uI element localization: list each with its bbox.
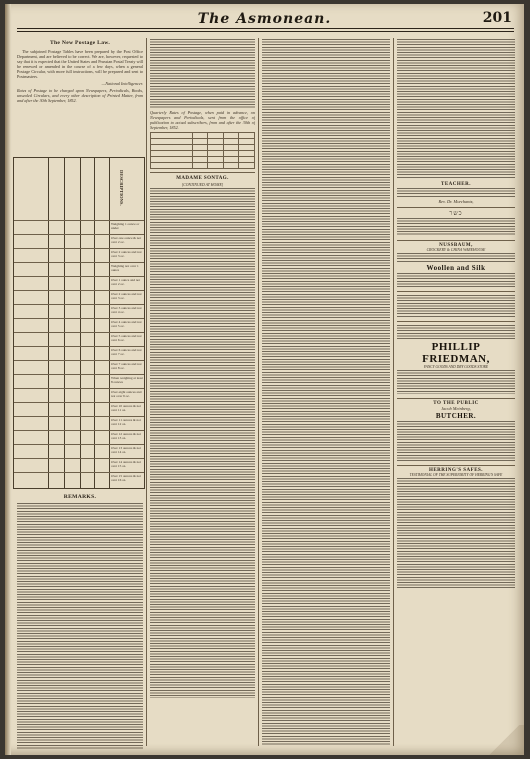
masthead-rule [17,28,514,29]
table-row-description: Over 4 ounces and not over 5 oz. [111,320,142,329]
ad-text [397,421,515,461]
table-cell [223,163,239,169]
column-divider [258,38,259,746]
ad-friedman [397,322,515,399]
ad-text [397,218,515,236]
ad-friedman-sub: FANCY GOODS AND DRY GOODS STORE [423,365,489,369]
column-two [150,38,255,748]
text-block [397,39,515,179]
ad-name: Rev. Dr. Morchantz, [438,199,474,204]
table-row-description: Over 13 ounces & not over 14 oz. [111,446,141,455]
ad-woollen: Woollen and Silk [426,264,486,272]
column-divider [146,38,147,746]
ad-hebrew-1 [397,208,515,241]
table-row [14,220,144,235]
column-advertisements [397,38,515,748]
table-row [14,290,144,305]
table-cell [151,163,193,169]
ad-title: NUSSBAUM, [439,243,473,248]
ad-text [397,478,515,588]
ad-public-name: Jacob Meinberg, [441,406,471,411]
ad-subtitle: CROCKERY & CHINA WAREHOUSE [426,248,486,252]
article-heading: The New Postage Law. [49,40,111,46]
remarks-heading: REMARKS. [63,494,97,500]
remarks-text-block [17,503,143,750]
ad-hebrew-2 [397,292,515,322]
table-row-description: Over 3 ounces and not over 4 oz. [111,306,142,315]
table-row-description: Over 14 ounces & not over 15 oz. [111,460,141,469]
table-row [14,304,144,319]
newspaper-title: The Asmonean. [197,11,332,27]
table-row-description: Over 15 ounces & not over 16 oz. [111,474,141,483]
table-cell [192,163,208,169]
section-rule [150,172,255,173]
page-binding-shadow [5,4,11,755]
table-row [14,318,144,333]
quarterly-rates-table [150,132,255,169]
table-row [14,248,144,263]
table-row-description: Weighing 1 ounce or under [111,222,140,231]
ad-safes-sub: TESTIMONIAL OF THE SUPERIORITY OF HERRING'S SAFE [409,473,503,477]
ad-text [397,188,515,198]
ad-text [397,273,515,287]
masthead-rule-thin [17,31,514,32]
column-three [262,38,390,748]
hebrew-heading: כשר [449,210,463,217]
table-row [14,234,144,249]
table-row-description: Over 6 ounces and not over 7 oz. [111,348,142,357]
table-row-description: Over 12 ounces & not over 13 oz. [111,432,141,441]
ad-title: TEACHER. [441,182,471,187]
sontag-article-text [150,188,255,698]
ad-teacher [397,180,515,208]
table-row [14,346,144,361]
table-row-description: Over 11 ounces & not over 12 oz. [111,418,141,427]
table-row [14,332,144,347]
table-row [14,444,144,459]
table-row-description: Weighing not over 1 ounce [111,264,139,273]
table-row [14,262,144,277]
table-row-description: Over one ounce & not over 2 oz. [111,236,142,245]
table-cell [208,163,224,169]
table-row-description: Over 2 ounces and not over 3 oz. [111,250,142,259]
table-row [14,276,144,291]
newspaper-page [5,4,524,755]
table-row [14,374,144,389]
table-cell [239,163,255,169]
ad-friedman-name: PHILLIP FRIEDMAN, [422,341,490,365]
sontag-subheading: [CONTINUED AT HOME] [181,183,224,187]
schedule-caption: Quarterly Rates of Postage, when paid in advance, on Newspapers and Periodicals, sent from the office of publication to actual subscribers, from and after the 30th of September, 1852. [150,110,255,130]
table-caption: Rates of Postage to be charged upon Newspapers, Periodicals, Books, unsealed Circulars, and every other description of Printed Matter, from and after the 30th September, 1852. [17,88,143,103]
text-block [150,39,255,109]
table-row-description: Over 10 ounces & not over 11 oz. [111,404,141,413]
sontag-heading: MADAME SONTAG. [176,176,229,181]
postage-rates-table [13,157,145,489]
ad-safes-heading: HERRING'S SAFES. [428,468,484,473]
table-row [14,430,144,445]
table-row [14,388,144,403]
table-row [14,458,144,473]
table-row [151,163,255,169]
table-row-description: Over 2 ounces and not over 3 oz. [111,292,142,301]
ad-text [397,325,515,339]
article-text-block [262,39,390,745]
page-corner-shadow [484,725,524,755]
table-row [14,416,144,431]
table-row [14,360,144,375]
ad-public-heading: TO THE PUBLIC [433,401,479,406]
column-divider [393,38,394,746]
ad-butcher-heading: BUTCHER. [435,412,477,420]
ad-text [397,370,515,394]
table-row [14,472,144,487]
table-row-description: Over 1 ounce and not over 2 oz. [111,278,141,287]
article-intro: The subjoined Postage Tables have been prepared by the Post Office Department, and are believed to be correct. We are, however, requested to say that it is expected that the United States and Prussian Postal Treaty will be renewed or amended in the course of a few days, when a general Postage Circular, with more full instructions, will be prepared and sent to Postmasters. [17,49,143,79]
page-number: 201 [482,10,512,26]
ad-text [397,253,515,263]
ad-crockery [397,241,515,292]
ad-butcher [397,399,515,466]
table-row-description: Over 7 ounces and not over 8 oz. [111,362,142,371]
article-source: —National Intelligencer. [101,81,143,86]
table-row-description: Over 5 ounces and not over 6 oz. [111,334,142,343]
table-row [14,402,144,417]
column-remarks [17,492,143,750]
ad-text [397,295,515,317]
table-row-description: Over eight ounces and not over 9 oz. [111,390,142,399]
table-row-description: When weighing at least 8 ounces [111,376,143,385]
ad-safes [397,466,515,592]
table-header-descriptions: DESCRIPTIONS. [119,170,124,206]
